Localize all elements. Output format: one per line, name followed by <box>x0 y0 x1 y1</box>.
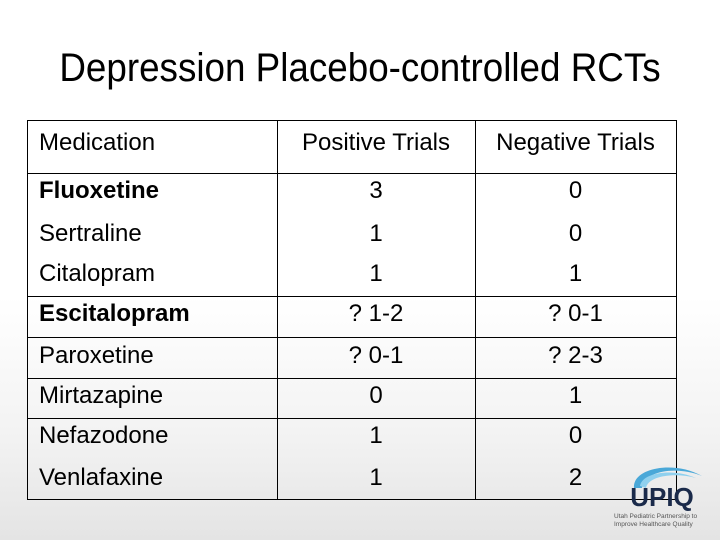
table-header-row <box>28 121 676 174</box>
medication-name-cell: Nefazodone <box>39 422 169 449</box>
medication-name-cell: Fluoxetine <box>39 177 160 204</box>
negative-trials-cell: 1 <box>568 382 583 409</box>
medication-name-cell: Escitalopram <box>39 300 190 327</box>
row-divider <box>28 296 676 297</box>
upiq-logo <box>612 462 712 532</box>
negative-trials-cell: 0 <box>568 422 583 449</box>
positive-trials-cell: 1 <box>369 464 383 491</box>
logo-tagline-line2: Improve Healthcare Quality <box>614 521 693 528</box>
row-divider <box>28 418 676 419</box>
row-divider <box>28 337 676 338</box>
header-medication: Medication <box>39 129 156 156</box>
logo-tagline-line1: Utah Pediatric Partnership to <box>614 513 698 520</box>
negative-trials-cell: ? 2-3 <box>548 342 603 369</box>
positive-trials-cell: ? 0-1 <box>348 342 404 369</box>
header-negative-trials: Negative Trials <box>496 129 655 156</box>
negative-trials-cell: 1 <box>568 260 583 287</box>
positive-trials-cell: 1 <box>369 422 383 449</box>
positive-trials-cell: 0 <box>369 382 383 409</box>
negative-trials-cell: ? 0-1 <box>548 300 603 327</box>
header-positive-trials: Positive Trials <box>301 129 451 156</box>
slide-title: Depression Placebo-controlled RCTs <box>59 46 661 90</box>
positive-trials-cell: 3 <box>369 177 383 204</box>
negative-trials-cell: 2 <box>568 464 583 491</box>
logo-wordmark: UPIQ <box>630 482 694 512</box>
medication-name-cell: Mirtazapine <box>39 382 164 409</box>
positive-trials-cell: 1 <box>369 260 383 287</box>
medication-name-cell: Citalopram <box>39 260 156 287</box>
medication-name-cell: Sertraline <box>39 220 142 247</box>
medication-table <box>27 120 677 500</box>
negative-trials-cell: 0 <box>568 177 583 204</box>
medication-name-cell: Venlafaxine <box>39 464 164 491</box>
row-divider <box>28 378 676 379</box>
medication-name-cell: Paroxetine <box>39 342 154 369</box>
positive-trials-cell: ? 1-2 <box>348 300 404 327</box>
positive-trials-cell: 1 <box>369 220 383 247</box>
negative-trials-cell: 0 <box>568 220 583 247</box>
